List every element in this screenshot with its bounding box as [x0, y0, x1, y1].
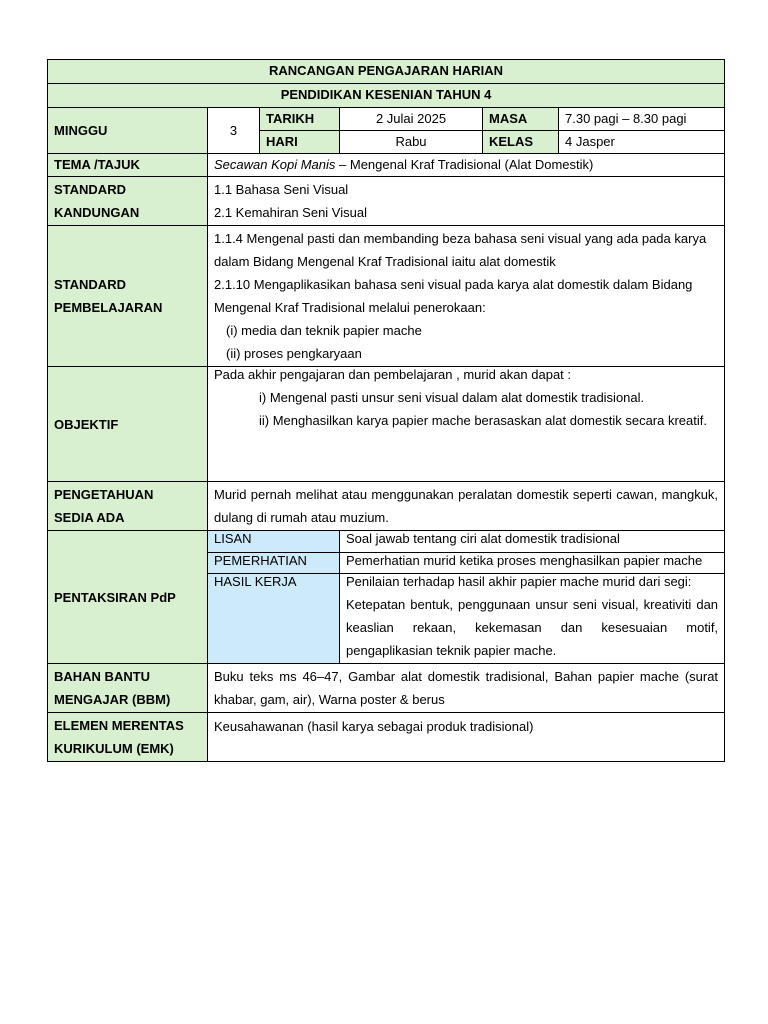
- masa-label: MASA: [483, 108, 559, 131]
- pentaksiran-method-lisan: LISAN: [208, 531, 340, 553]
- hari-value: Rabu: [340, 131, 483, 154]
- emk-value: Keusahawanan (hasil karya sebagai produk tradisional): [208, 713, 725, 762]
- kelas-label: KELAS: [483, 131, 559, 154]
- objektif-intro: Pada akhir pengajaran dan pembelajaran , murid akan dapat :: [214, 367, 572, 382]
- pentaksiran-desc-hasil-kerja: Penilaian terhadap hasil akhir papier mache murid dari segi: Ketepatan bentuk, penggunaan unsur seni visual, kreativiti dan keaslian rekaan, kekemasan dan kesesuaian motif, pengaplikasian teknik papier mache.: [340, 574, 725, 664]
- sk-item: 2.1 Kemahiran Seni Visual: [214, 205, 367, 220]
- tarikh-value: 2 Julai 2025: [340, 108, 483, 131]
- sp-sub2: (ii) proses pengkaryaan: [226, 346, 362, 361]
- standard-kandungan-label: STANDARD KANDUNGAN: [48, 177, 208, 226]
- tema-label: TEMA /TAJUK: [48, 154, 208, 177]
- hari-label: HARI: [260, 131, 340, 154]
- pengetahuan-value: Murid pernah melihat atau menggunakan peralatan domestik seperti cawan, mangkuk, dulang di rumah atau muzium.: [208, 482, 725, 531]
- standard-pembelajaran-label: STANDARD PEMBELAJARAN: [48, 226, 208, 367]
- title-subject: PENDIDIKAN KESENIAN TAHUN 4: [48, 84, 725, 108]
- emk-label: ELEMEN MERENTAS KURIKULUM (EMK): [48, 713, 208, 762]
- title-rph: RANCANGAN PENGAJARAN HARIAN: [48, 60, 725, 84]
- pentaksiran-desc-lisan: Soal jawab tentang ciri alat domestik tradisional: [340, 531, 725, 553]
- sk-item: 1.1 Bahasa Seni Visual: [214, 182, 349, 197]
- standard-kandungan-value: [208, 177, 725, 226]
- kelas-value: 4 Jasper: [559, 131, 725, 154]
- sp-para1: 1.1.4 Mengenal pasti dan membanding beza bahasa seni visual yang ada pada karya dalam Bidang Mengenal Kraf Tradisional iaitu alat domestik: [214, 231, 707, 269]
- minggu-label: MINGGU: [48, 108, 208, 154]
- lesson-plan-table: [47, 59, 725, 762]
- bbm-label: BAHAN BANTU MENGAJAR (BBM): [48, 664, 208, 713]
- pentaksiran-label: PENTAKSIRAN PdP: [48, 531, 208, 664]
- objektif-label: OBJEKTIF: [48, 367, 208, 482]
- bbm-value: Buku teks ms 46–47, Gambar alat domestik tradisional, Bahan papier mache (surat khabar, gam, air), Warna poster & berus: [208, 664, 725, 713]
- objektif-value: [208, 367, 725, 482]
- tema-value: [208, 154, 725, 177]
- objektif-item2: ii) Menghasilkan karya papier mache berasaskan alat domestik secara kreatif.: [259, 413, 707, 428]
- pengetahuan-label: PENGETAHUAN SEDIA ADA: [48, 482, 208, 531]
- pentaksiran-desc-pemerhatian: Pemerhatian murid ketika proses menghasilkan papier mache: [340, 553, 725, 574]
- sp-para2: 2.1.10 Mengaplikasikan bahasa seni visual pada karya alat domestik dalam Bidang Mengenal Kraf Tradisional melalui penerokaan:: [214, 277, 693, 315]
- tema-rest: – Mengenal Kraf Tradisional (Alat Domestik): [335, 157, 594, 172]
- tarikh-label: TARIKH: [260, 108, 340, 131]
- pentaksiran-method-pemerhatian: PEMERHATIAN: [208, 553, 340, 574]
- tema-italic: Secawan Kopi Manis: [214, 157, 336, 172]
- sp-sub1: (i) media dan teknik papier mache: [226, 323, 422, 338]
- masa-value: 7.30 pagi – 8.30 pagi: [559, 108, 725, 131]
- standard-pembelajaran-value: [208, 226, 725, 367]
- pentaksiran-method-hasil-kerja: HASIL KERJA: [208, 574, 340, 664]
- objektif-item1: i) Mengenal pasti unsur seni visual dalam alat domestik tradisional.: [259, 390, 645, 405]
- minggu-value: 3: [208, 108, 260, 154]
